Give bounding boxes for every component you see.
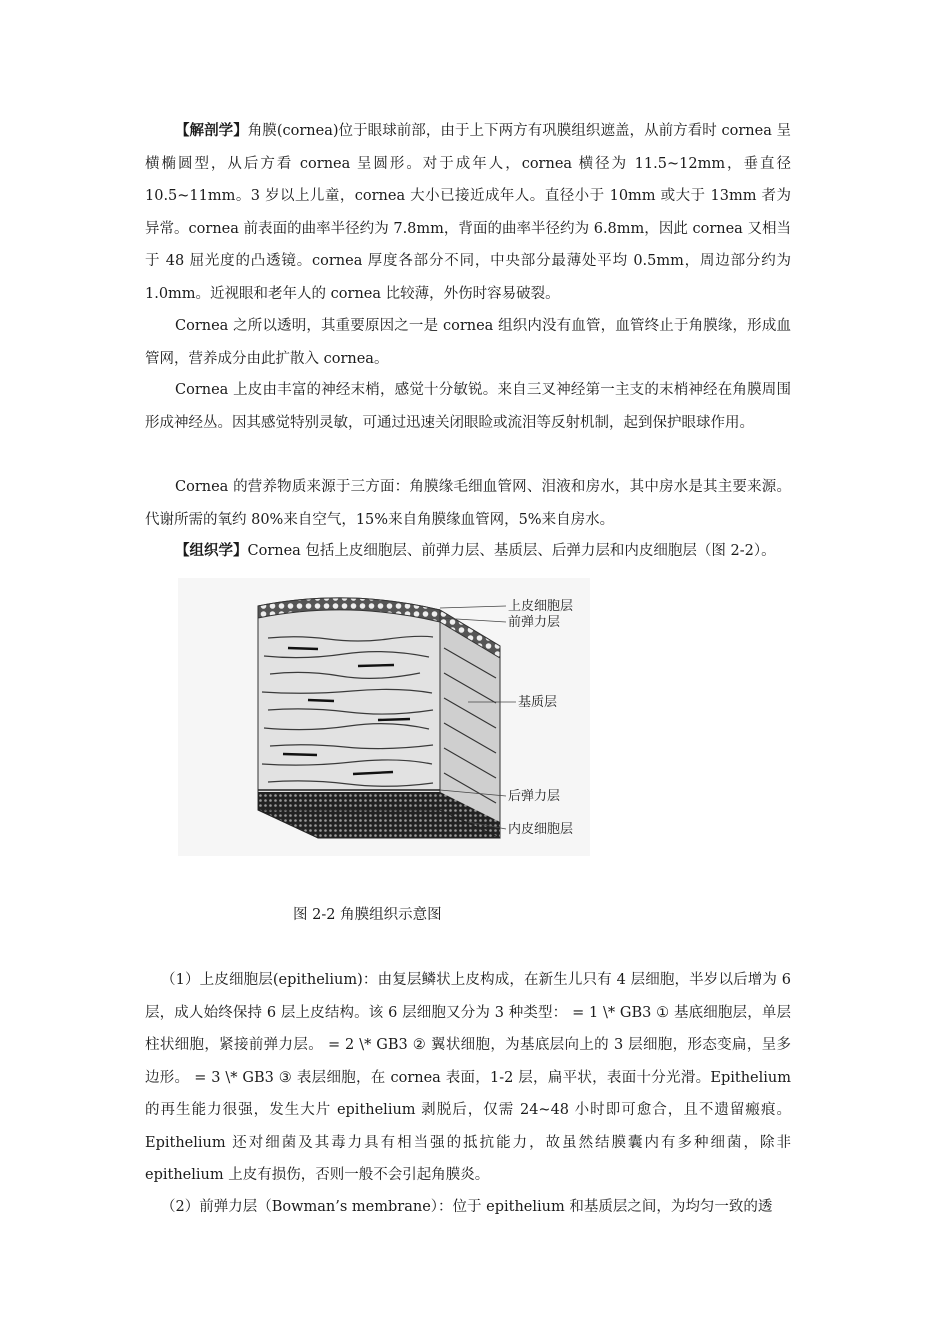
- cornea-layers-illustration: [178, 578, 590, 856]
- cornea-diagram: [178, 578, 590, 856]
- paragraph-text: Cornea 上皮由丰富的神经末梢，感觉十分敏锐。来自三叉神经第一主支的末梢神经在角膜周围形成神经丛。因其感觉特别灵敏，可通过迅速关闭眼睑或流泪等反射机制，起到保护眼球作用。: [145, 382, 791, 431]
- paragraph-text: Cornea 之所以透明，其重要原因之一是 cornea 组织内没有血管，血管终止于角膜缘，形成血管网，营养成分由此扩散入 cornea。: [145, 318, 791, 367]
- section-heading-histology: 【组织学】: [175, 542, 248, 559]
- section-heading-anatomy: 【解剖学】: [175, 122, 248, 139]
- paragraph-text: （2）前弹力层（Bowman’s membrane）：位于 epithelium 和基质层之间，为均匀一致的透: [161, 1199, 773, 1215]
- paragraph-text: Cornea 的营养物质来源于三方面：角膜缘毛细血管网、泪液和房水，其中房水是其主要来源。代谢所需的氧约 80%来自空气，15%来自角膜缘血管网，5%来自房水。: [145, 479, 791, 528]
- paragraph-nerves: [145, 374, 791, 439]
- label-stroma: 基质层: [518, 695, 558, 710]
- paragraph-histology: [145, 535, 791, 568]
- label-bowman: 前弹力层: [508, 615, 561, 630]
- label-endothelium: 内皮细胞层: [508, 822, 574, 837]
- figure-caption: 图 2-2 角膜组织示意图: [293, 907, 442, 923]
- paragraph-transparency: [145, 310, 791, 375]
- paragraph-anatomy: [145, 115, 791, 310]
- paragraph-text: Cornea 包括上皮细胞层、前弹力层、基质层、后弹力层和内皮细胞层（图 2-2）。: [247, 543, 776, 559]
- paragraph-text: 角膜(cornea)位于眼球前部，由于上下两方有巩膜组织遮盖，从前方看时 cornea 呈横椭圆型，从后方看 cornea 呈圆形。对于成年人，cornea 横径为 11.5~12mm，垂直径 10.5~11mm。3 岁以上儿童，cornea 大小已接近成年人。直径小于 10mm 或大于 13mm 者为异常。cornea 前表面的曲率半径约为 7.8mm，背面的曲率半径约为 6.8mm，因此 cornea 又相当于 48 屈光度的凸透镜。cornea 厚度各部分不同，中央部分最薄处平均 0.5mm，周边部分约为 1.0mm。近视眼和老年人的 cornea 比较薄，外伤时容易破裂。: [145, 123, 791, 302]
- paragraph-text: （1）上皮细胞层(epithelium)：由复层鳞状上皮构成，在新生儿只有 4 层细胞，半岁以后增为 6 层，成人始终保持 6 层上皮结构。该 6 层细胞又分为 3 种类型： = 1 \* GB3 ① 基底细胞层，单层柱状细胞，紧接前弹力层。 = 2 \* GB3 ② 翼状细胞，为基底层向上的 3 层细胞，形态变扁，呈多边形。 = 3 \* GB3 ③ 表层细胞，在 cornea 表面，1-2 层，扁平状，表面十分光滑。Epithelium 的再生能力很强，发生大片 epithelium 剥脱后，仅需 24~48 小时即可愈合，且不遗留瘢痕。Epithelium 还对细菌及其毒力具有相当强的抵抗能力，故虽然结膜囊内有多种细菌，除非 epithelium 上皮有损伤，否则一般不会引起角膜炎。: [145, 972, 791, 1183]
- paragraph-bowman: [145, 1191, 791, 1224]
- paragraph-epithelium: [145, 964, 791, 1192]
- label-descemet: 后弹力层: [508, 789, 561, 804]
- paragraph-nutrition: [145, 471, 791, 536]
- label-epithelium: 上皮细胞层: [508, 599, 574, 614]
